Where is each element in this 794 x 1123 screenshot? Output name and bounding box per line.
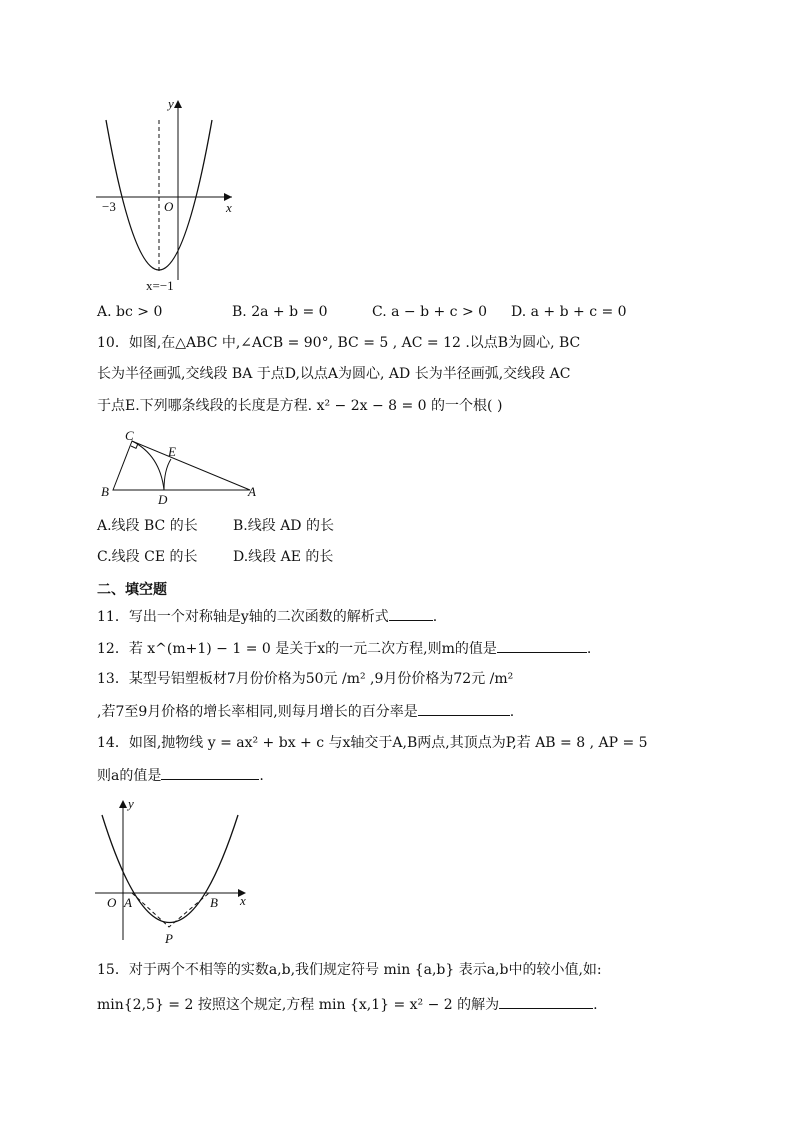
q11-label: 11．写出一个对称轴是y轴的二次函数的解析式 (97, 609, 389, 625)
q14-p-label: P (165, 931, 173, 946)
label-d: D (158, 492, 168, 507)
q15-answer-blank[interactable] (499, 994, 593, 1009)
q9-origin-label: O (164, 199, 174, 214)
q9-minus3-label: −3 (102, 199, 116, 214)
q14-line-1: 14．如图,抛物线 y = ax² + bx + c 与x轴交于A,B两点,其顶点为P,若 AB = 8 , AP = 5 (97, 735, 648, 751)
q14-line-2: 则a的值是 . (97, 765, 264, 786)
label-c: C (125, 428, 134, 443)
q10-line-1: 10．如图,在△ABC 中,∠ACB = 90°, BC = 5 , AC = 12 .以点B为圆心, BC (97, 335, 581, 351)
q9-option-d: D. a + b + c = 0 (511, 304, 627, 320)
q13-label: ,若7至9月价格的增长率相同,则每月增长的百分率是 (97, 704, 418, 720)
section-heading: 二、填空题 (97, 582, 167, 598)
q14-a-label: A (124, 895, 132, 910)
q14-origin-label: O (107, 895, 117, 910)
q9-y-label: y (168, 96, 174, 111)
q15-line-1: 15．对于两个不相等的实数a,b,我们规定符号 min {a,b} 表示a,b中的较小值,如: (97, 962, 602, 978)
label-a: A (248, 484, 256, 499)
q12-text: 12．若 x^(m+1) − 1 = 0 是关于x的一元二次方程,则m的值是 . (97, 638, 591, 659)
q10-option-b: B.线段 AD 的长 (233, 518, 334, 534)
q9-axis-label: x=−1 (146, 278, 174, 293)
q14-b-label: B (210, 895, 218, 910)
q9-x-label: x (226, 200, 232, 215)
q12-label: 12．若 x^(m+1) − 1 = 0 是关于x的一元二次方程,则m的值是 (97, 641, 497, 657)
q10-option-c: C.线段 CE 的长 (97, 549, 198, 565)
q14-label: 则a的值是 (97, 768, 162, 784)
q10-line-2: 长为半径画弧,交线段 BA 于点D,以点A为圆心, AD 长为半径画弧,交线段 AC (97, 366, 571, 382)
q9-option-a: A. bc > 0 (97, 304, 163, 320)
q14-y-arrow (119, 800, 127, 808)
q15-line-2: min{2,5} = 2 按照这个规定,方程 min {x,1} = x² − 2 的解为 . (97, 994, 598, 1015)
q13-line-1: 13．某型号铝塑板材7月份价格为50元 /m² ,9月份价格为72元 /m² (97, 671, 514, 687)
q10-line-3: 于点E.下列哪条线段的长度是方程. x² − 2x − 8 = 0 的一个根( ) (97, 398, 503, 414)
q14-x-label: x (240, 893, 246, 908)
label-e: E (168, 444, 176, 459)
q9-option-c: C. a − b + c > 0 (372, 304, 488, 320)
q13-line-2: ,若7至9月价格的增长率相同,则每月增长的百分率是 . (97, 701, 514, 722)
label-b: B (101, 484, 109, 499)
q9-option-b: B. 2a + b = 0 (232, 304, 328, 320)
q11-text: 11．写出一个对称轴是y轴的二次函数的解析式 . (97, 606, 437, 627)
q10-option-a: A.线段 BC 的长 (97, 518, 198, 534)
q14-y-label: y (128, 796, 134, 811)
q15-label: min{2,5} = 2 按照这个规定,方程 min {x,1} = x² − 2 的解为 (97, 997, 500, 1013)
q10-option-d: D.线段 AE 的长 (233, 549, 334, 565)
